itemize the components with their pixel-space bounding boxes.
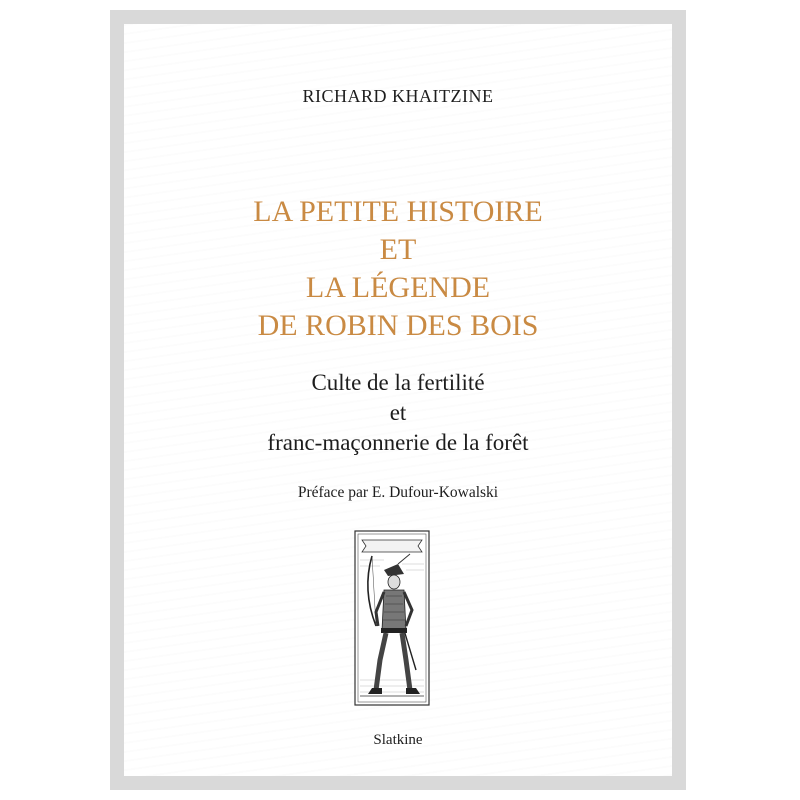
title-line-1: LA PETITE HISTOIRE (253, 195, 543, 228)
subtitle-line-3: franc-maçonnerie de la forêt (267, 430, 529, 455)
subtitle-line-2: et (389, 400, 407, 425)
preface-credit: Préface par E. Dufour-Kowalski (297, 484, 499, 501)
book-cover (110, 10, 686, 790)
author-name: RICHARD KHAITZINE (302, 86, 494, 106)
subtitle-line-1: Culte de la fertilité (311, 370, 485, 395)
robin-hood-engraving-icon (354, 530, 430, 706)
publisher-name: Slatkine (373, 732, 423, 748)
title-line-4: DE ROBIN DES BOIS (257, 309, 539, 342)
cover-paper (124, 24, 672, 776)
title-line-2: ET (379, 233, 417, 266)
title-line-3: LA LÉGENDE (305, 271, 491, 304)
